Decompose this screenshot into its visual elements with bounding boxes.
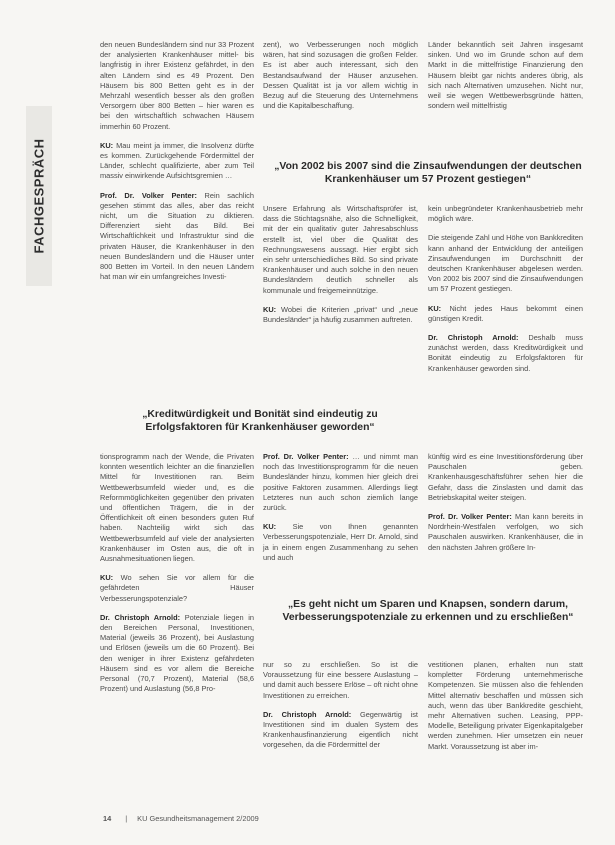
speaker-ku: KU: bbox=[428, 303, 442, 313]
paragraph bbox=[263, 305, 418, 325]
paragraph: Länder bekanntlich seit Jahren insgesamt sinken. Und wo im Grunde schon auf dem Markt in die mittelfristige Finanzierung den Häusern bleibt gar nichts anderes übrig, als sich nach Alternativen umzusehen. Nicht nur, weil sie wegen Wettbewerbsgründe hätten, sondern weil mittelfristig bbox=[428, 40, 583, 111]
paragraph bbox=[428, 333, 583, 374]
paragraph-text: Man kann bereits in Nordrhein-Westfalen verfolgen, wo sich Pauschalen auswirken. Krankenhäuser, die in den nächsten Jahren größere In- bbox=[428, 512, 584, 552]
column-2-top bbox=[263, 40, 418, 120]
speaker-penter: Prof. Dr. Volker Penter: bbox=[428, 512, 512, 522]
column-2-mid bbox=[263, 204, 418, 334]
paragraph bbox=[100, 191, 254, 283]
footer-separator: | bbox=[125, 814, 128, 823]
column-1-top bbox=[100, 40, 254, 291]
speaker-ku: KU: bbox=[263, 304, 277, 314]
paragraph: Unsere Erfahrung als Wirtschaftsprüfer ist, dass die Stichtagsnähe, also die Schnelligkeit, mit der ein qualitativ guter Jahresabschluss erstellt ist, viel über die Qualität des Rechnungswesens aussagt. Hier ergibt sich ein sehr unterschiedliches Bild. So sind private Krankenhäuser und auch solche in den neuen Bundesländern deutlich schneller als kommunale und freigemeinnützige. bbox=[263, 204, 418, 295]
speaker-ku: KU: bbox=[263, 522, 277, 532]
speaker-arnold: Dr. Christoph Arnold: bbox=[263, 709, 352, 719]
section-tab-label: FACHGESPRÄCH bbox=[31, 138, 47, 254]
speaker-arnold: Dr. Christoph Arnold: bbox=[428, 333, 519, 343]
paragraph: vestitionen planen, erhalten nun statt kompletter Förderung unternehmerische Kompetenzen. Sie müssen also die fehlenden Mittel alternativ beschaffen und müssen sich auch, wenn das über Bankkredite geschieht, mehr Alternativen suchen. Leasing, PPP-Modelle, Beteiligung privater Eigenkapitalgeber werden zunehmen. Hier umsetzen ein neuer Markt. Voraussetzung ist aber im- bbox=[428, 660, 583, 751]
paragraph-text: Wo sehen Sie vor allem für die gefährdeten Häuser Verbesserungspotenziale? bbox=[100, 573, 254, 603]
column-3-lower bbox=[428, 452, 583, 562]
speaker-arnold: Dr. Christoph Arnold: bbox=[100, 612, 181, 622]
publication-name: KU Gesundheitsmanagement 2/2009 bbox=[137, 814, 259, 823]
paragraph bbox=[263, 452, 418, 513]
pull-quote-2: „Kreditwürdigkeit und Bonität sind eindeutig zu Erfolgsfaktoren für Krankenhäuser geworden“ bbox=[142, 409, 378, 433]
paragraph: den neuen Bundesländern sind nur 33 Prozent der analysierten Krankenhäuser mittel- bis langfristig in ihrer Existenz gefährdet, in den alten Ländern sind es 49 Prozent. Den Häusern bis 800 Betten geht es in der Mehrzahl wesentlich besser als den großen Versorgern über 800 Betten – hier waren es bei den wirtschaftlich schwachen Häusern immerhin 60 Prozent. bbox=[100, 40, 254, 131]
paragraph-text: Mau meint ja immer, die Insolvenz dürfte es kommen. Zurückgehende Fördermittel der Länder, schlecht qualifizierte, aber zum Teil massiv einwirkende Aufsichtsgremien … bbox=[100, 140, 254, 181]
page-number: 14 bbox=[103, 814, 112, 823]
paragraph: zent), wo Verbesserungen noch möglich wären, hat sind sozusagen die großen Felder. Es ist aber auch interessant, sich den Bestandsaufwand der Häuser anzusehen. Dessen Qualität ist ja vor allem wichtig in Bezug auf die Steuerung des Unternehmens und die Kapitalbeschaffung. bbox=[263, 40, 418, 111]
column-2-lower bbox=[263, 452, 418, 572]
paragraph: kein unbegründeter Krankenhausbetrieb mehr möglich wäre. bbox=[428, 204, 583, 224]
speaker-penter: Prof. Dr. Volker Penter: bbox=[100, 190, 197, 200]
paragraph bbox=[263, 710, 418, 751]
section-tab bbox=[26, 106, 52, 286]
paragraph: tionsprogramm nach der Wende, die Privaten konnten wesentlich leichter an die finanziellen Mittel für Investitionen ran. Beim Wettbewerbsumfeld wieder und, es die Reformmöglichkeiten gegenüber den privaten und öffentlichen Trägern, die in der Öffentlichkeit oft einen besonders guten Ruf haben. Nachteilig wirkt sich das Wettbewerbsumfeld auf viele der analysierten Krankenhäuser im Osten aus, die oft in Ausnahmesituationen liegen. bbox=[100, 452, 254, 564]
paragraph-text: Deshalb muss zunächst werden, dass Kreditwürdigkeit und Bonität eindeutig zu Erfolgsfaktoren für Krankenhäuser geworden sind. bbox=[428, 333, 583, 373]
paragraph-text: Rein sachlich gesehen stimmt das alles, aber das reicht nicht, um die Situation zu diktieren. Differenziert sieht das Bild. Bei Wirtschaftlichkeit und Infrastruktur sind die privaten Häuser, die Krankenhäuser in den neuen Bundesländern und die Häuser unter 800 Betten im Vorteil. In den neuen Ländern hat man wir ein umfangreiches Investi- bbox=[100, 190, 254, 282]
paragraph bbox=[100, 573, 254, 604]
page-footer bbox=[103, 814, 259, 823]
paragraph: nur so zu erschließen. So ist die Voraussetzung für eine bessere Auslastung – und damit auch bessere Erlöse – oft nicht ohne Investitionen zu erreichen. bbox=[263, 660, 418, 700]
paragraph bbox=[263, 522, 418, 563]
paragraph bbox=[100, 141, 254, 182]
paragraph-text: Wobei die Kriterien „privat“ und „neue Bundesländer“ ja häufig zusammen auftreten. bbox=[263, 304, 418, 325]
column-2-bottom bbox=[263, 660, 418, 760]
paragraph-text: Sie von Ihnen genannten Verbesserungspotenziale, Herr Dr. Arnold, sind ja in einem engen Zusammenhang zu sehen und auch bbox=[263, 522, 418, 562]
paragraph-text: Gegenwärtig ist Investitionen sind im dualen System des Krankenhausfinanzierung eigentlich nicht vorgesehen, da die Fördermittel der bbox=[263, 709, 418, 750]
column-1-bottom bbox=[100, 452, 254, 703]
paragraph: künftig wird es eine Investitionsförderung über Pauschalen geben. Krankenhausgeschäftsführer sehen hier die Gefahr, dass die Zinslasten und damit das Betriebskapital weiter steigen. bbox=[428, 452, 583, 502]
column-3-mid bbox=[428, 204, 583, 383]
paragraph: Die steigende Zahl und Höhe von Bankkrediten kann anhand der Entwicklung der anteiligen Zinsaufwendungen im Durchschnitt der deutschen Krankenhäuser abgelesen werden. Von 2002 bis 2007 sind die Zinsaufwendungen um 57 Prozent gestiegen. bbox=[428, 233, 583, 294]
pull-quote-1: „Von 2002 bis 2007 sind die Zinsaufwendungen der deutschen Krankenhäuser um 57 Prozent gestiegen“ bbox=[274, 161, 582, 185]
paragraph bbox=[428, 512, 583, 553]
column-3-top bbox=[428, 40, 583, 120]
speaker-ku: KU: bbox=[100, 573, 114, 583]
paragraph bbox=[100, 613, 254, 695]
paragraph-text: … und nimmt man noch das Investitionsprogramm für die neuen Bundesländer hinzu, kommen hier gleich drei positive Faktoren zusammen. Allerdings liegt Letzteres nun auch schon ziemlich lange zurück. bbox=[263, 452, 418, 513]
paragraph bbox=[428, 304, 583, 324]
speaker-penter: Prof. Dr. Volker Penter: bbox=[263, 452, 349, 461]
column-3-bottom bbox=[428, 660, 583, 761]
pull-quote-3: „Es geht nicht um Sparen und Knapsen, sondern darum, Verbesserungspotenziale zu erkennen und zu erschließen“ bbox=[282, 599, 574, 623]
speaker-ku: KU: bbox=[100, 140, 114, 150]
paragraph-text: Potenziale liegen in den Bereichen Personal, Investitionen, Material (jeweils 36 Prozent), bei Auslastung und Erlösen (jeweils um die 60 Prozent). Bei den weniger in ihrer Existenz gefährdeten Häusern sind es vor allem die Bereiche Personal (70,7 Prozent), Material (58,6 Prozent) und Auslastung (56,8 Pro- bbox=[100, 612, 254, 694]
paragraph-text: Nicht jedes Haus bekommt einen günstigen Kredit. bbox=[428, 303, 583, 323]
